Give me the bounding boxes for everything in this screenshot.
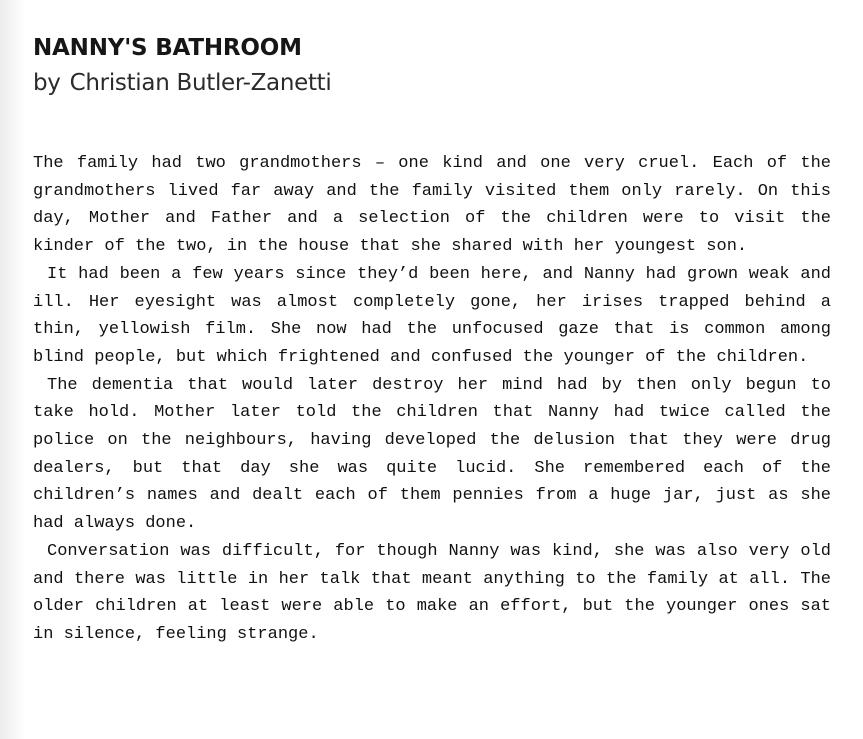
author-name: Christian Butler-Zanetti (69, 70, 332, 96)
story-paragraph: It had been a few years since they’d been here, and Nanny had grown weak and ill. Her eyesight was almost completely gone, her irises trapped behind a thin, yellowish film. She now had the unfocused gaze that is common among blind people, but which frightened and confused the younger of the children. (33, 264, 831, 367)
story-paragraph: Conversation was difficult, for though Nanny was kind, she was also very old and there was little in her talk that meant anything to the family at all. The older children at least were able to make an effort, but the younger ones sat in silence, feeling strange. (33, 541, 831, 644)
story-body (33, 150, 831, 649)
story-title: NANNY'S BATHROOM (33, 35, 302, 61)
story-paragraph: The family had two grandmothers – one kind and one very cruel. Each of the grandmothers lived far away and the family visited them only rarely. On this day, Mother and Father and a selection of the children were to visit the kinder of the two, in the house that she shared with her youngest son. (33, 154, 831, 257)
byline-prefix: by (33, 70, 61, 96)
story-paragraph: The dementia that would later destroy her mind had by then only begun to take hold. Mother later told the children that Nanny had twice called the police on the neighbours, having developed the delusion that they were drug dealers, but that day she was quite lucid. She remembered each of the children’s names and dealt each of them pennies from a huge jar, just as she had always done. (33, 375, 831, 534)
byline (33, 68, 831, 98)
